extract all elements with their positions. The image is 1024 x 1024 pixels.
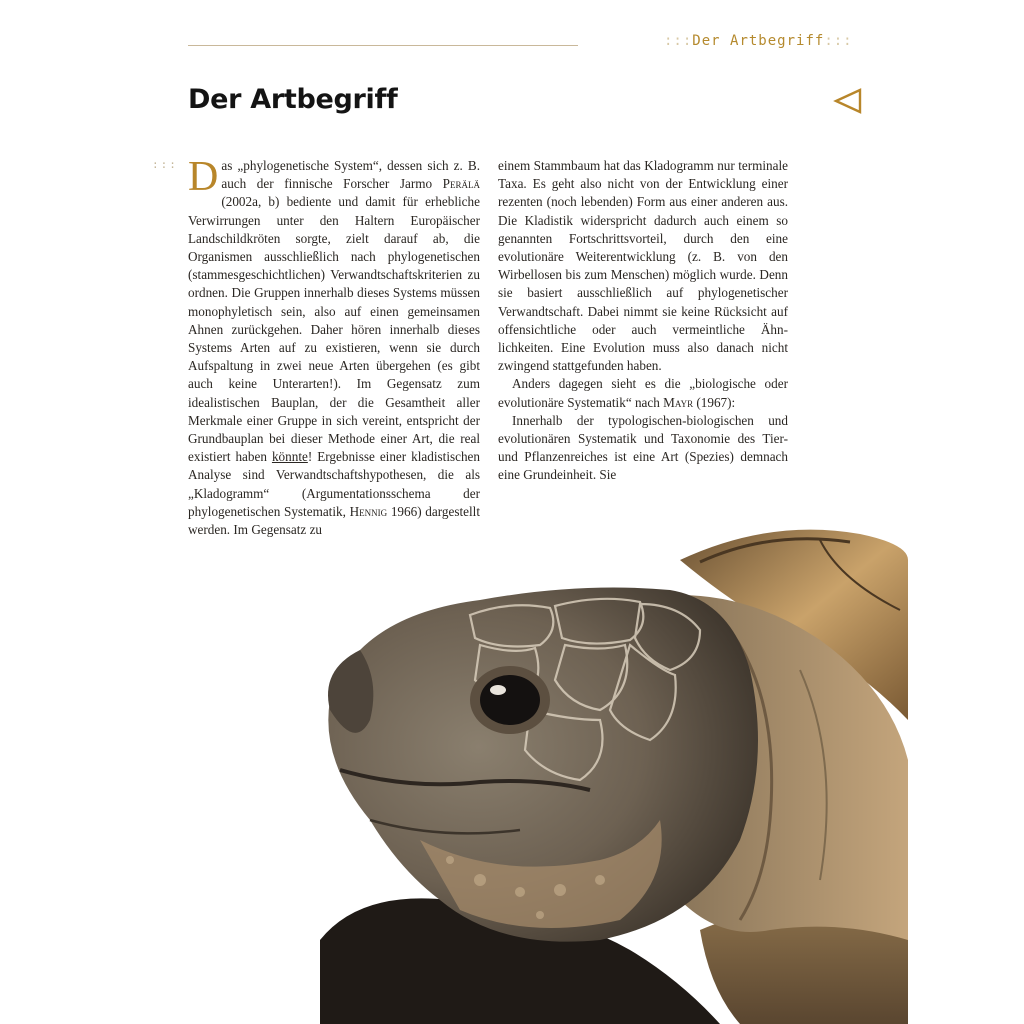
- paragraph: Anders dagegen sieht es die „biologische oder evolutionäre Systematik“ nach Mayr (1967):: [498, 376, 788, 410]
- running-head: :::Der Artbegriff:::: [664, 33, 853, 49]
- text-column-right: [498, 157, 788, 485]
- paragraph: einem Stammbaum hat das Kladogramm nur terminale Taxa. Es geht also nicht von der Entwicklung einer rezenten (noch lebenden) Form aus einer anderen aus. Die Kladistik widerspricht dadurch auch einem so genannten Fortschrittsvorteil, durch den eine evolutionäre Weiterentwicklung (z. B. von den Wirbellosen bis zum Menschen) möglich wurde. Denn sie basiert ausschließlich auf phylogenetischer Verwandtschaft. Dabei nimmt sie keine Rücksicht auf offensichtliche oder auch vermeintliche Ähnlichkeiten. Eine Evolution muss also danach nicht zwingend stattgefunden haben.: [498, 158, 788, 374]
- running-head-text: Der Artbegriff: [692, 33, 825, 49]
- header-rule: [188, 45, 578, 46]
- author-name: Perälä: [442, 176, 480, 192]
- margin-marker: :::: [152, 158, 178, 171]
- paragraph: Das „phylogenetische System“, dessen sich z. B. auch der finnische Forscher Jarmo Perälä (2002a, b) bediente und damit für erhebliche Verwirrungen unter den Haltern Europäischer Landschildkröten sorgte, zielt darauf ab, die Organismen ausschließlich nach phylogenetischen (stammesgeschichtlichen) Verwandtschaftskriterien zu ordnen. Die Gruppen innerhalb dieses Systems müssen monophyletisch sein, also auf einen gemeinsamen Ahnen zurückgehen. Daher hören innerhalb dieses Systems Arten auf zu existieren, wenn sie durch Aufspaltung in zwei neue Arten übergehen (es gibt auch keine Unterarten!). Im Gegensatz zum idealistischen Bauplan, der die Gesamtheit aller Merkmale einer Gruppe in sich vereint, entspricht der Grundbauplan bei dieser Methode einer Art, die real existiert haben könnte! Ergebnisse einer kladistischen Analyse sind Verwandtschaftshypothesen, die als „Kladogramm“ (Argumentationsschema der phylogenetischen Systematik, Hennig 1966) dargestellt werden. Im Gegensatz zu: [188, 154, 481, 538]
- page-title: Der Artbegriff: [188, 84, 398, 115]
- text-column-left: [188, 154, 481, 539]
- author-name: Mayr: [663, 394, 694, 410]
- tortoise-head-photo: [300, 520, 908, 1024]
- paragraph: Innerhalb der typologischen-biologischen und evolutionären Systematik und Taxonomie des Tier- und Pflanzenreiches ist eine Art (Spezies) demnach eine Grundeinheit. Sie: [498, 412, 788, 483]
- author-name: Hennig: [349, 503, 388, 519]
- underlined-word: könnte: [271, 449, 308, 465]
- back-arrow-icon[interactable]: [832, 87, 864, 115]
- drop-cap: D: [188, 154, 219, 200]
